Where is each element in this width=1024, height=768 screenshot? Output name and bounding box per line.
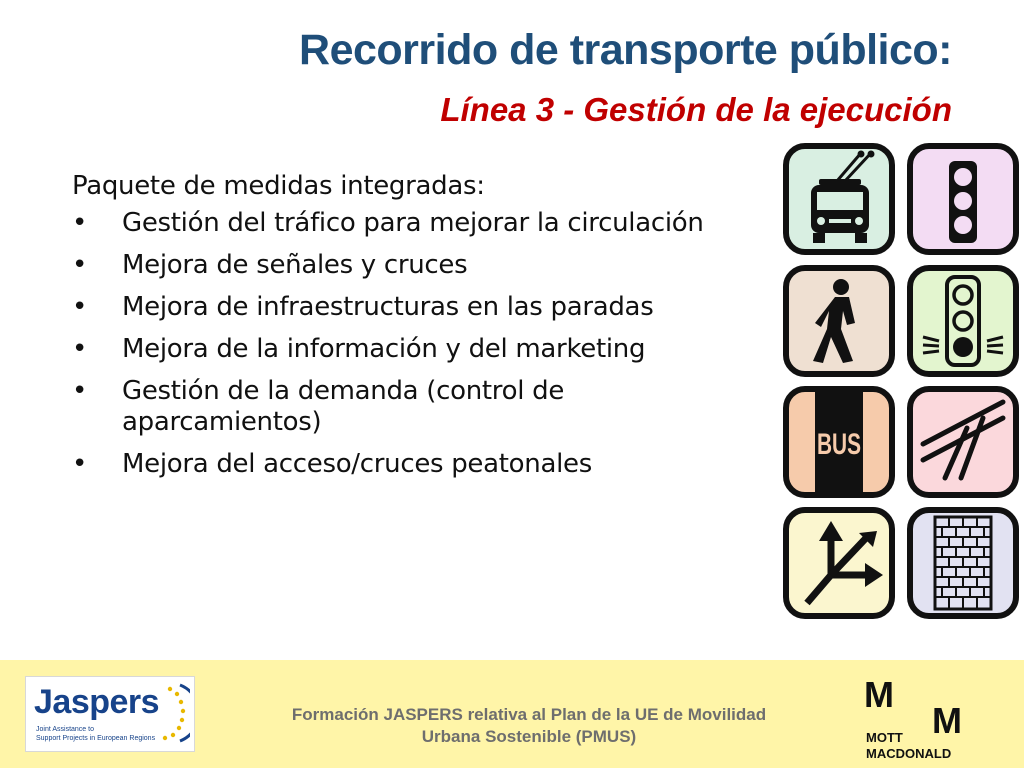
pedestrian-icon — [789, 271, 889, 371]
transport-icon-grid — [783, 143, 1023, 627]
bus-lane-icon — [789, 392, 889, 492]
mott-macdonald-logo — [862, 674, 982, 764]
content-body — [72, 168, 752, 491]
signal-priority-tile — [907, 265, 1019, 377]
list-item — [72, 376, 752, 438]
jaspers-logo-text: Jaspers — [34, 683, 160, 721]
footer-caption — [240, 704, 818, 748]
list-item — [72, 292, 752, 323]
mm-logo-m1: M — [864, 674, 894, 715]
list-item-text: Mejora de infraestructuras en las paradas — [122, 292, 654, 322]
trolleybus-tile — [783, 143, 895, 255]
traffic-light-tile — [907, 143, 1019, 255]
route-branch-tile — [783, 507, 895, 619]
trolleybus-icon — [789, 149, 889, 249]
traffic-light-icon — [913, 149, 1013, 249]
bullet-icon: • — [72, 250, 88, 280]
route-branch-icon — [789, 513, 889, 613]
slide-subtitle: Línea 3 - Gestión de la ejecución — [440, 91, 952, 128]
list-item-text: Gestión del tráfico para mejorar la circulación — [122, 208, 704, 238]
bullet-icon: • — [72, 376, 88, 406]
list-item-text: Mejora de señales y cruces — [122, 250, 468, 280]
footer-caption-line2: Urbana Sostenible (PMUS) — [421, 727, 637, 746]
list-item — [72, 208, 752, 239]
slide-title: Recorrido de transporte público: — [299, 26, 952, 74]
eu-stars-icon — [150, 681, 190, 745]
jaspers-tagline: Joint Assistance to Support Projects in European Regions — [36, 726, 156, 742]
bullet-icon: • — [72, 292, 88, 322]
list-item — [72, 250, 752, 281]
content-intro: Paquete de medidas integradas: — [72, 171, 485, 201]
pedestrian-tile — [783, 265, 895, 377]
bullet-icon: • — [72, 449, 88, 479]
footer-band — [0, 660, 1024, 768]
brick-wall-icon — [913, 513, 1013, 613]
list-item-text: Mejora de la información y del marketing — [122, 334, 646, 364]
list-item — [72, 449, 752, 480]
bullet-icon: • — [72, 334, 88, 364]
footer-caption-line1: Formación JASPERS relativa al Plan de la UE de Movilidad — [291, 705, 767, 724]
measures-list — [72, 208, 752, 480]
mm-logo-name: MOTT MACDONALD — [866, 730, 952, 761]
tram-rail-tile — [907, 386, 1019, 498]
bullet-icon: • — [72, 208, 88, 238]
bus-lane-label: BUS — [817, 428, 861, 461]
list-item-text: Mejora del acceso/cruces peatonales — [122, 449, 592, 479]
signal-priority-icon — [913, 271, 1013, 371]
brick-wall-tile — [907, 507, 1019, 619]
list-item — [72, 334, 752, 365]
bus-lane-tile — [783, 386, 895, 498]
jaspers-logo — [25, 676, 195, 752]
list-item-text: Gestión de la demanda (control de aparcamientos) — [122, 376, 565, 437]
tram-rail-icon — [913, 392, 1013, 492]
mm-logo-m2: M — [932, 700, 962, 741]
